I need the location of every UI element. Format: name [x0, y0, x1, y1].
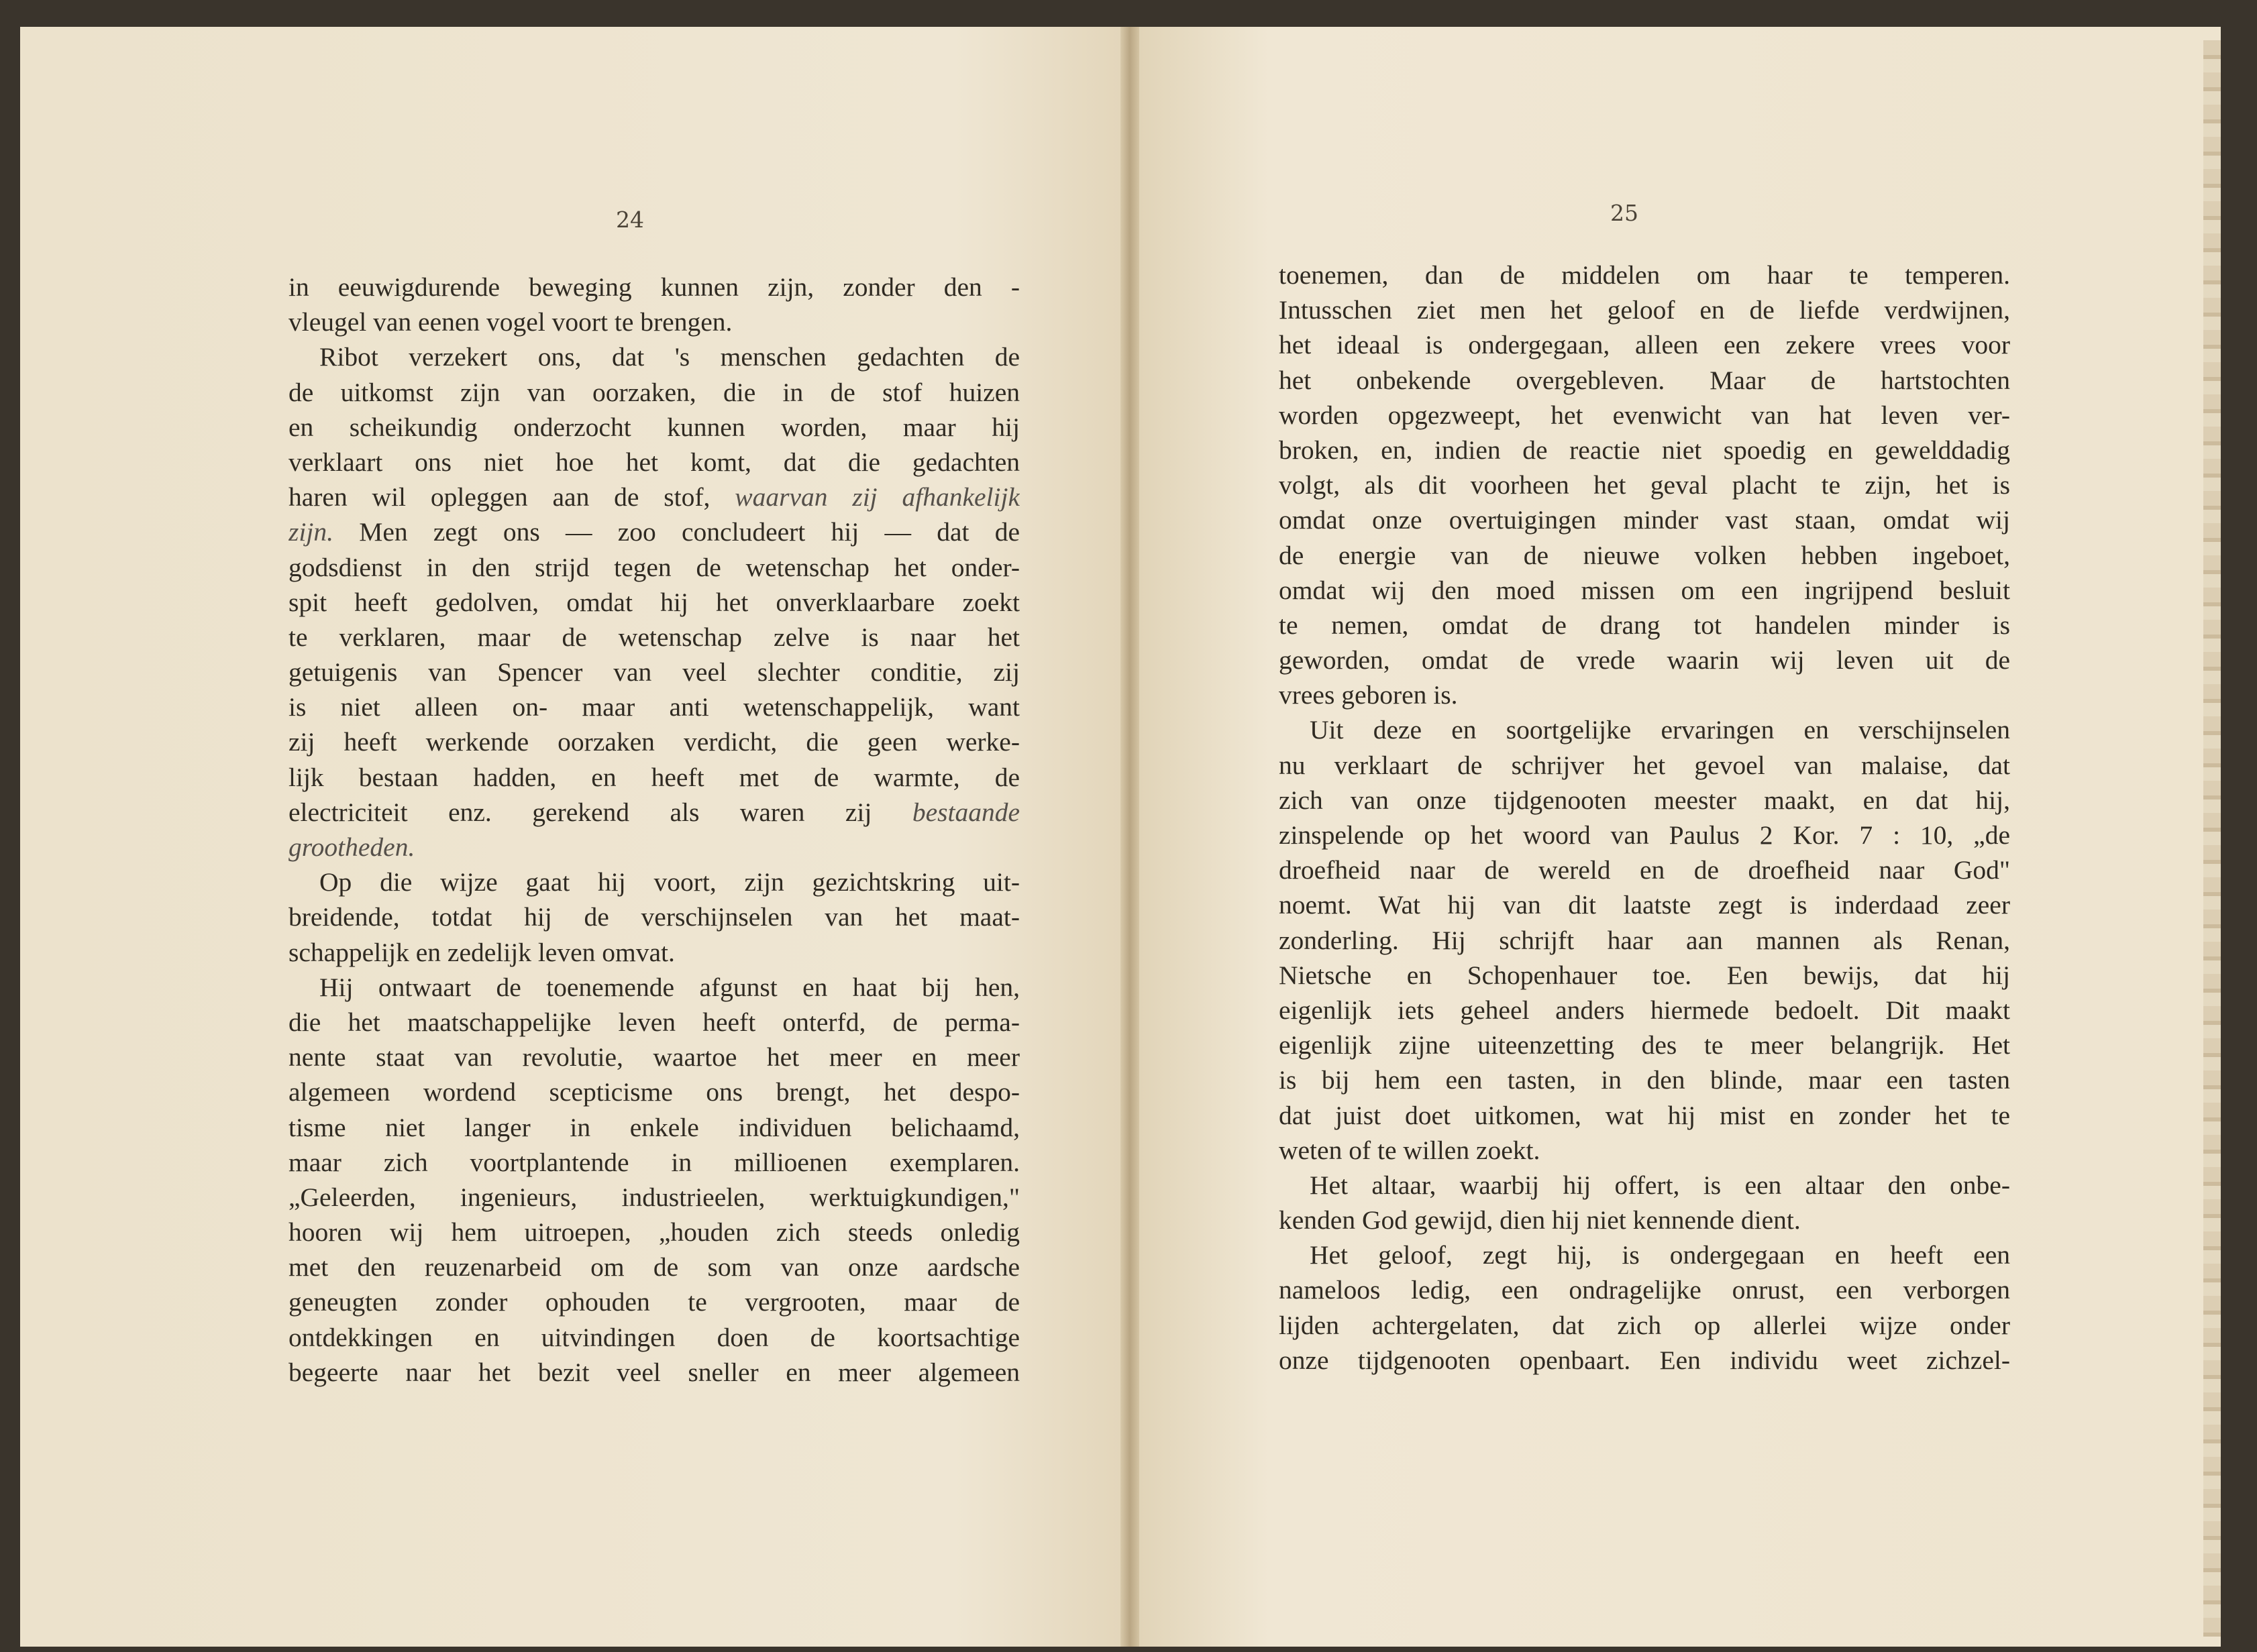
line-text: te nemen, omdat de drang tot handelen minder is — [1279, 610, 2010, 640]
text-line — [288, 1040, 1020, 1075]
line-text: zich van onze tijdgenooten meester maakt, en dat hij, — [1279, 785, 2010, 815]
line-text: electriciteit enz. gerekend als waren zij — [288, 797, 872, 827]
text-line — [288, 1005, 1020, 1040]
text-line — [288, 830, 1020, 865]
line-text: godsdienst in den strijd tegen de wetenschap het onder- — [288, 552, 1020, 582]
line-text: de uitkomst zijn van oorzaken, die in de stof huizen — [288, 377, 1020, 407]
text-line — [288, 585, 1020, 620]
text-line — [1279, 1308, 2010, 1343]
left-page-text — [288, 270, 1020, 1390]
line-text: de energie van de nieuwe volken hebben ingeboet, — [1279, 540, 2010, 570]
text-line — [288, 514, 1020, 549]
text-line — [288, 445, 1020, 480]
line-text: getuigenis van Spencer van veel slechter conditie, zij — [288, 657, 1020, 687]
line-text: die het maatschappelijke leven heeft onterfd, de perma- — [288, 1007, 1020, 1037]
line-text: nameloos ledig, een ondragelijke onrust, een verborgen — [1279, 1275, 2010, 1305]
line-text: „Geleerden, ingenieurs, industrieelen, werktuigkundigen," — [288, 1182, 1020, 1212]
text-line — [288, 1075, 1020, 1109]
line-text: hooren wij hem uitroepen, „houden zich steeds onledig — [288, 1217, 1020, 1248]
text-line — [1279, 398, 2010, 433]
text-line — [1279, 643, 2010, 677]
line-text: met den reuzenarbeid om de som van onze aardsche — [288, 1252, 1020, 1282]
line-text: begeerte naar het bezit veel sneller en meer algemeen — [288, 1357, 1020, 1387]
text-line — [288, 899, 1020, 934]
text-line — [1279, 1237, 2010, 1272]
text-line — [1279, 1168, 2010, 1203]
text-line — [288, 305, 1020, 339]
line-text: geworden, omdat de vrede waarin wij leven uit de — [1279, 645, 2010, 675]
left-page — [20, 27, 1120, 1647]
line-text: vrees geboren is. — [1279, 680, 1458, 710]
line-text: Men zegt ons — zoo concludeert hij — dat de — [333, 517, 1020, 547]
line-text: haren wil opleggen aan de stof, — [288, 482, 711, 512]
line-text: Het altaar, waarbij hij offert, is een altaar den onbe- — [1310, 1170, 2010, 1200]
text-line — [1279, 363, 2010, 398]
line-text: Intusschen ziet men het geloof en de liefde verdwijnen, — [1279, 295, 2010, 325]
text-line — [1279, 327, 2010, 362]
text-line — [1279, 887, 2010, 922]
italic-text: grootheden. — [288, 832, 415, 862]
text-line — [1279, 1098, 2010, 1133]
text-line — [1279, 818, 2010, 852]
line-text: Op die wijze gaat hij voort, zijn gezichtskring uit- — [319, 867, 1020, 897]
text-line — [288, 865, 1020, 899]
line-text: het onbekende overgebleven. Maar de hartstochten — [1279, 365, 2010, 395]
line-text: Nietsche en Schopenhauer toe. Een bewijs, dat hij — [1279, 960, 2010, 990]
text-line — [1279, 258, 2010, 292]
right-page-edge — [2203, 40, 2221, 1637]
text-line — [288, 1320, 1020, 1355]
line-text: te verklaren, maar de wetenschap zelve is naar het — [288, 622, 1020, 652]
line-text: omdat wij den moed missen om een ingrijpend besluit — [1279, 575, 2010, 605]
line-text: breidende, totdat hij de verschijnselen van het maat- — [288, 902, 1020, 932]
text-line — [288, 760, 1020, 795]
line-text: weten of te willen zoekt. — [1279, 1135, 1540, 1165]
right-page-text — [1279, 258, 2010, 1378]
book-gutter — [1120, 27, 1139, 1647]
text-line — [288, 795, 1020, 830]
italic-text: bestaande — [912, 797, 1020, 827]
text-line — [288, 620, 1020, 655]
left-page-number: 24 — [616, 207, 644, 233]
text-line — [288, 339, 1020, 374]
text-line — [1279, 433, 2010, 467]
line-text: tisme niet langer in enkele individuen belichaamd, — [288, 1112, 1020, 1142]
text-line — [1279, 1343, 2010, 1378]
text-line — [1279, 712, 2010, 747]
line-text: eigenlijk iets geheel anders hiermede bedoelt. Dit maakt — [1279, 995, 2010, 1025]
text-line — [1279, 538, 2010, 573]
text-line — [288, 1110, 1020, 1145]
text-line — [1279, 292, 2010, 327]
line-text: zonderling. Hij schrijft haar aan mannen als Renan, — [1279, 925, 2010, 955]
text-line — [288, 480, 1020, 514]
text-line — [288, 1250, 1020, 1284]
line-text: omdat onze overtuigingen minder vast staan, omdat wij — [1279, 505, 2010, 535]
right-page — [1139, 27, 2221, 1647]
text-line — [288, 690, 1020, 724]
text-line — [1279, 573, 2010, 608]
line-text: dat juist doet uitkomen, wat hij mist en zonder het te — [1279, 1100, 2010, 1130]
line-text: volgt, als dit voorheen het geval placht te zijn, het is — [1279, 470, 2010, 500]
line-text: droefheid naar de wereld en de droefheid naar God" — [1279, 855, 2010, 885]
line-text: geneugten zonder ophouden te vergrooten, maar de — [288, 1287, 1020, 1317]
line-text: verklaart ons niet hoe het komt, dat die gedachten — [288, 447, 1020, 477]
text-line — [288, 550, 1020, 585]
line-text: nu verklaart de schrijver het gevoel van malaise, dat — [1279, 750, 2010, 780]
text-line — [288, 655, 1020, 690]
line-text: noemt. Wat hij van dit laatste zegt is inderdaad zeer — [1279, 890, 2010, 920]
text-line — [1279, 783, 2010, 818]
open-book — [20, 27, 2221, 1647]
text-line — [1279, 748, 2010, 783]
line-text: nente staat van revolutie, waartoe het meer en meer — [288, 1042, 1020, 1072]
line-text: Hij ontwaart de toenemende afgunst en haat bij hen, — [319, 972, 1020, 1002]
text-line — [1279, 1133, 2010, 1168]
text-line — [288, 970, 1020, 1005]
line-text: en scheikundig onderzocht kunnen worden, maar hij — [288, 412, 1020, 442]
text-line — [1279, 1272, 2010, 1307]
text-line — [1279, 608, 2010, 643]
line-text: algemeen wordend scepticisme ons brengt, het despo- — [288, 1077, 1020, 1107]
line-text: Uit deze en soortgelijke ervaringen en verschijnselen — [1310, 715, 2010, 745]
line-text: het ideaal is ondergegaan, alleen een zekere vrees voor — [1279, 330, 2010, 360]
line-text: schappelijk en zedelijk leven omvat. — [288, 937, 675, 967]
text-line — [1279, 958, 2010, 993]
right-page-number: 25 — [1610, 200, 1638, 226]
line-text: is niet alleen on- maar anti wetenschappelijk, want — [288, 692, 1020, 722]
text-line — [1279, 923, 2010, 958]
italic-text: waarvan zij afhankelijk — [735, 482, 1020, 512]
line-text: in eeuwigdurende beweging kunnen zijn, zonder den - — [288, 272, 1020, 302]
text-line — [288, 1215, 1020, 1250]
line-text: maar zich voortplantende in millioenen exemplaren. — [288, 1147, 1020, 1177]
text-line — [1279, 502, 2010, 537]
line-text: eigenlijk zijne uiteenzetting des te meer belangrijk. Het — [1279, 1030, 2010, 1060]
line-text: is bij hem een tasten, in den blinde, maar een tasten — [1279, 1065, 2010, 1095]
text-line — [1279, 1062, 2010, 1097]
italic-text: zijn. — [288, 517, 333, 547]
line-text: spit heeft gedolven, omdat hij het onverklaarbare zoekt — [288, 587, 1020, 617]
line-text: lijden achtergelaten, dat zich op allerlei wijze onder — [1279, 1310, 2010, 1340]
text-line — [1279, 852, 2010, 887]
text-line — [288, 724, 1020, 759]
line-text: kenden God gewijd, dien hij niet kennende dient. — [1279, 1205, 1801, 1235]
line-text: lijk bestaan hadden, en heeft met de warmte, de — [288, 762, 1020, 792]
line-text: Ribot verzekert ons, dat 's menschen gedachten de — [319, 342, 1020, 372]
line-text: toenemen, dan de middelen om haar te temperen. — [1279, 260, 2010, 290]
line-text: zinspelende op het woord van Paulus 2 Kor. 7 : 10, „de — [1279, 820, 2010, 850]
line-text: worden opgezweept, het evenwicht van hat leven ver- — [1279, 400, 2010, 430]
line-text: broken, en, indien de reactie niet spoedig en gewelddadig — [1279, 435, 2010, 465]
line-text: vleugel van eenen vogel voort te brengen. — [288, 307, 733, 337]
text-line — [1279, 1203, 2010, 1237]
text-line — [288, 270, 1020, 305]
text-line — [288, 1180, 1020, 1215]
text-line — [288, 1355, 1020, 1390]
text-line — [288, 1284, 1020, 1319]
text-line — [288, 935, 1020, 970]
text-line — [1279, 677, 2010, 712]
text-line — [288, 410, 1020, 445]
line-text: Het geloof, zegt hij, is ondergegaan en heeft een — [1310, 1240, 2010, 1270]
line-text: zij heeft werkende oorzaken verdicht, die geen werke- — [288, 727, 1020, 757]
text-line — [1279, 467, 2010, 502]
text-line — [1279, 1028, 2010, 1062]
text-line — [1279, 993, 2010, 1028]
text-line — [288, 375, 1020, 410]
line-text: onze tijdgenooten openbaart. Een individu weet zichzel- — [1279, 1345, 2010, 1375]
text-line — [288, 1145, 1020, 1180]
line-text: ontdekkingen en uitvindingen doen de koortsachtige — [288, 1322, 1020, 1352]
